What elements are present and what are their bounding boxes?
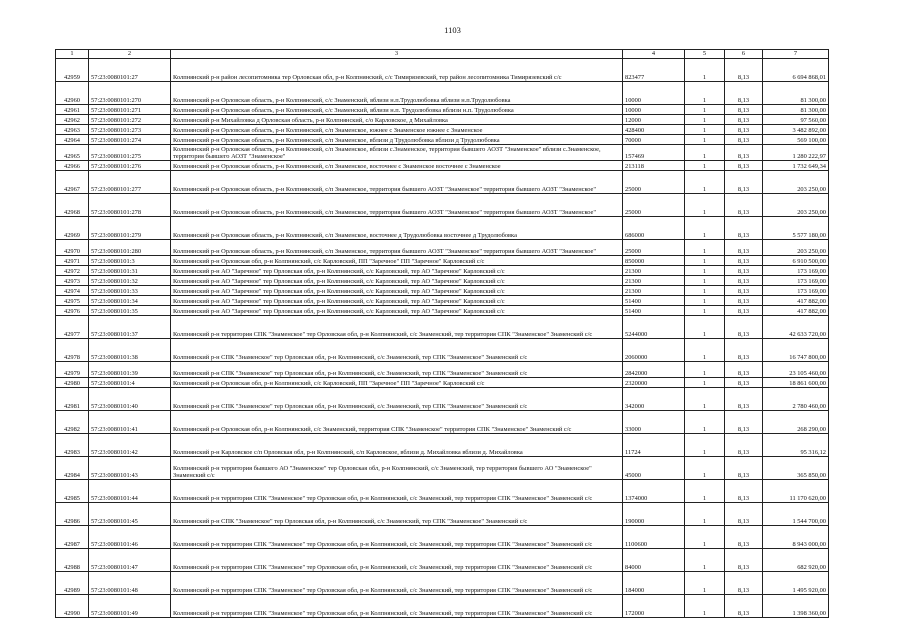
area-value: 686000 xyxy=(623,217,685,240)
location-description: Колпнянский р-н район лесопитомника тер Орловская обл, р-н Колпнянский, с/с Тимирязевский, тер район лесопитомника Тимирязевский с/с xyxy=(171,59,623,82)
table-row xyxy=(56,480,829,503)
table-row xyxy=(56,572,829,595)
table-row xyxy=(56,276,829,286)
area-value: 51400 xyxy=(623,296,685,306)
area-value: 2320000 xyxy=(623,378,685,388)
rate-value: 8,13 xyxy=(725,217,763,240)
area-value: 33000 xyxy=(623,411,685,434)
location-description: Колпнянский р-н Карловское с/п Орловская обл, р-н Колпнянский, с/п Карловское, вблизи д. Михайловка вблизи д. Михайловка xyxy=(171,434,623,457)
cadastral-value: 569 100,00 xyxy=(763,135,829,145)
area-value: 1374000 xyxy=(623,480,685,503)
column-header: 7 xyxy=(763,50,829,59)
coefficient-value: 1 xyxy=(685,276,725,286)
row-number: 42981 xyxy=(56,388,89,411)
table-row xyxy=(56,306,829,316)
table-row xyxy=(56,362,829,378)
table-row xyxy=(56,549,829,572)
cadastral-number: 57:23:0080101:4 xyxy=(89,378,171,388)
area-value: 213118 xyxy=(623,161,685,171)
cadastral-value: 1 495 920,00 xyxy=(763,572,829,595)
location-description: Колпнянский р-н Орловская область, р-н Колпнянский, с/п Знаменское, восточнее с Знаменское восточнее с Знаменское xyxy=(171,161,623,171)
coefficient-value: 1 xyxy=(685,82,725,105)
location-description: Колпнянский р-н территория СПК "Знаменское" тер Орловская обл, р-н Колпнянский, с/с Знаменский, тер территория СПК "Знаменское" Знаменский с/с xyxy=(171,595,623,618)
cadastral-value: 417 882,00 xyxy=(763,306,829,316)
cadastral-number: 57:23:0080101:31 xyxy=(89,266,171,276)
cadastral-number: 57:23:0080101:276 xyxy=(89,161,171,171)
cadastral-number: 57:23:0080101:44 xyxy=(89,480,171,503)
rate-value: 8,13 xyxy=(725,526,763,549)
cadastral-value: 1 280 222,97 xyxy=(763,145,829,161)
cadastral-number: 57:23:0080101:41 xyxy=(89,411,171,434)
cadastral-number: 57:23:0080101:278 xyxy=(89,194,171,217)
row-number: 42964 xyxy=(56,135,89,145)
table-row xyxy=(56,503,829,526)
area-value: 5244000 xyxy=(623,316,685,339)
area-value: 823477 xyxy=(623,59,685,82)
coefficient-value: 1 xyxy=(685,411,725,434)
cadastral-value: 203 250,00 xyxy=(763,194,829,217)
row-number: 42970 xyxy=(56,240,89,256)
coefficient-value: 1 xyxy=(685,161,725,171)
location-description: Колпнянский р-н Орловская область, р-н Колпнянский, с/п Знаменское, восточнее д Трудолюбовка восточнее д Трудолюбовка xyxy=(171,217,623,240)
table-row xyxy=(56,434,829,457)
rate-value: 8,13 xyxy=(725,306,763,316)
area-value: 190000 xyxy=(623,503,685,526)
row-number: 42968 xyxy=(56,194,89,217)
location-description: Колпнянский р-н Орловская область, р-н Колпнянский, с/с Знаменский, вблизи н.п.Трудолюбовка вблизи н.п.Трудолюбовка xyxy=(171,82,623,105)
cadastral-value: 1 732 649,34 xyxy=(763,161,829,171)
cadastral-value: 6 910 500,00 xyxy=(763,256,829,266)
cadastral-value: 97 560,00 xyxy=(763,115,829,125)
area-value: 21300 xyxy=(623,266,685,276)
cadastral-value: 18 861 600,00 xyxy=(763,378,829,388)
row-number: 42969 xyxy=(56,217,89,240)
coefficient-value: 1 xyxy=(685,306,725,316)
location-description: Колпнянский р-н Михайловка д Орловская область, р-н Колпнянский, с/о Карловское, д Михайловка xyxy=(171,115,623,125)
table-row xyxy=(56,595,829,618)
row-number: 42965 xyxy=(56,145,89,161)
cadastral-number: 57:23:0080101:34 xyxy=(89,296,171,306)
rate-value: 8,13 xyxy=(725,105,763,115)
area-value: 70000 xyxy=(623,135,685,145)
coefficient-value: 1 xyxy=(685,362,725,378)
column-header: 6 xyxy=(725,50,763,59)
table-row xyxy=(56,194,829,217)
cadastral-number: 57:23:0080101:3 xyxy=(89,256,171,266)
row-number: 42977 xyxy=(56,316,89,339)
cadastral-value: 42 633 720,00 xyxy=(763,316,829,339)
table-row xyxy=(56,171,829,194)
area-value: 21300 xyxy=(623,286,685,296)
area-value: 25000 xyxy=(623,194,685,217)
cadastral-number: 57:23:0080101:32 xyxy=(89,276,171,286)
area-value: 184000 xyxy=(623,572,685,595)
row-number: 42984 xyxy=(56,457,89,480)
coefficient-value: 1 xyxy=(685,595,725,618)
table-row xyxy=(56,115,829,125)
table-row xyxy=(56,286,829,296)
location-description: Колпнянский р-н СПК "Знаменское" тер Орловская обл, р-н Колпнянский, с/с Знаменский, тер СПК "Знаменское" Знаменский с/с xyxy=(171,503,623,526)
cadastral-number: 57:23:0080101:43 xyxy=(89,457,171,480)
rate-value: 8,13 xyxy=(725,434,763,457)
header-row xyxy=(56,50,829,59)
location-description: Колпнянский р-н Орловская обл, р-н Колпнянский, с/с Знаменский, территория СПК "Знаменское" территория СПК "Знаменское" Знаменский с/с xyxy=(171,411,623,434)
row-number: 42988 xyxy=(56,549,89,572)
cadastral-value: 81 300,00 xyxy=(763,105,829,115)
cadastral-value: 5 577 180,00 xyxy=(763,217,829,240)
location-description: Колпнянский р-н Орловская область, р-н Колпнянский, с/п Знаменское, территория бывшего АОЗТ "Знаменское" территория бывшего АОЗТ "Знаменское" xyxy=(171,171,623,194)
cadastral-number: 57:23:0080101:33 xyxy=(89,286,171,296)
rate-value: 8,13 xyxy=(725,457,763,480)
table-row xyxy=(56,217,829,240)
area-value: 850000 xyxy=(623,256,685,266)
coefficient-value: 1 xyxy=(685,266,725,276)
cadastral-value: 95 316,12 xyxy=(763,434,829,457)
table-row xyxy=(56,145,829,161)
rate-value: 8,13 xyxy=(725,378,763,388)
coefficient-value: 1 xyxy=(685,378,725,388)
rate-value: 8,13 xyxy=(725,266,763,276)
area-value: 2060000 xyxy=(623,339,685,362)
rate-value: 8,13 xyxy=(725,276,763,286)
rate-value: 8,13 xyxy=(725,194,763,217)
row-number: 42986 xyxy=(56,503,89,526)
coefficient-value: 1 xyxy=(685,296,725,306)
location-description: Колпнянский р-н АО "Заречное" тер Орловская обл, р-н Колпнянский, с/с Карловский, тер АО "Заречное" Карловский с/с xyxy=(171,266,623,276)
cadastral-number: 57:23:0080101:46 xyxy=(89,526,171,549)
coefficient-value: 1 xyxy=(685,217,725,240)
coefficient-value: 1 xyxy=(685,549,725,572)
row-number: 42990 xyxy=(56,595,89,618)
row-number: 42973 xyxy=(56,276,89,286)
area-value: 10000 xyxy=(623,105,685,115)
cadastral-value: 23 105 460,00 xyxy=(763,362,829,378)
cadastral-value: 173 169,00 xyxy=(763,276,829,286)
cadastral-value: 173 169,00 xyxy=(763,286,829,296)
table-row xyxy=(56,316,829,339)
location-description: Колпнянский р-н АО "Заречное" тер Орловская обл, р-н Колпнянский, с/с Карловский, тер АО "Заречное" Карловский с/с xyxy=(171,276,623,286)
cadastral-number: 57:23:0080101:279 xyxy=(89,217,171,240)
column-header: 5 xyxy=(685,50,725,59)
table-body xyxy=(56,59,829,618)
coefficient-value: 1 xyxy=(685,256,725,266)
location-description: Колпнянский р-н АО "Заречное" тер Орловская обл, р-н Колпнянский, с/с Карловский, тер АО "Заречное" Карловский с/с xyxy=(171,296,623,306)
table-row xyxy=(56,240,829,256)
cadastral-number: 57:23:0080101:39 xyxy=(89,362,171,378)
row-number: 42975 xyxy=(56,296,89,306)
rate-value: 8,13 xyxy=(725,286,763,296)
area-value: 84000 xyxy=(623,549,685,572)
table-row xyxy=(56,296,829,306)
coefficient-value: 1 xyxy=(685,135,725,145)
coefficient-value: 1 xyxy=(685,105,725,115)
row-number: 42976 xyxy=(56,306,89,316)
row-number: 42980 xyxy=(56,378,89,388)
coefficient-value: 1 xyxy=(685,339,725,362)
rate-value: 8,13 xyxy=(725,503,763,526)
table-row xyxy=(56,82,829,105)
cadastral-value: 2 780 460,00 xyxy=(763,388,829,411)
rate-value: 8,13 xyxy=(725,240,763,256)
location-description: Колпнянский р-н Орловская область, р-н Колпнянский, с/с Знаменский, вблизи н.п. Трудолюбовка вблизи н.п. Трудолюбовка xyxy=(171,105,623,115)
rate-value: 8,13 xyxy=(725,339,763,362)
location-description: Колпнянский р-н Орловская область, р-н Колпнянский, с/п Знаменское, южнее с Знаменское южнее с Знаменское xyxy=(171,125,623,135)
area-value: 172000 xyxy=(623,595,685,618)
location-description: Колпнянский р-н АО "Заречное" тер Орловская обл, р-н Колпнянский, с/с Карловский, тер АО "Заречное" Карловский с/с xyxy=(171,286,623,296)
cadastral-value: 1 544 700,00 xyxy=(763,503,829,526)
area-value: 11724 xyxy=(623,434,685,457)
column-header: 1 xyxy=(56,50,89,59)
coefficient-value: 1 xyxy=(685,503,725,526)
table-row xyxy=(56,256,829,266)
rate-value: 8,13 xyxy=(725,480,763,503)
table-row xyxy=(56,161,829,171)
location-description: Колпнянский р-н территория СПК "Знаменское" тер Орловская обл, р-н Колпнянский, с/с Знаменский, тер территория СПК "Знаменское" Знаменский с/с xyxy=(171,549,623,572)
table-row xyxy=(56,388,829,411)
row-number: 42989 xyxy=(56,572,89,595)
cadastral-number: 57:23:0080101:274 xyxy=(89,135,171,145)
coefficient-value: 1 xyxy=(685,480,725,503)
table-row xyxy=(56,411,829,434)
table-row xyxy=(56,526,829,549)
rate-value: 8,13 xyxy=(725,125,763,135)
rate-value: 8,13 xyxy=(725,135,763,145)
cadastral-number: 57:23:0080101:40 xyxy=(89,388,171,411)
coefficient-value: 1 xyxy=(685,115,725,125)
coefficient-value: 1 xyxy=(685,194,725,217)
cadastral-value: 365 850,00 xyxy=(763,457,829,480)
coefficient-value: 1 xyxy=(685,59,725,82)
table-row xyxy=(56,135,829,145)
location-description: Колпнянский р-н АО "Заречное" тер Орловская обл, р-н Колпнянский, с/с Карловский, тер АО "Заречное" Карловский с/с xyxy=(171,306,623,316)
location-description: Колпнянский р-н территория СПК "Знаменское" тер Орловская обл, р-н Колпнянский, с/с Знаменский, тер территория СПК "Знаменское" Знаменский с/с xyxy=(171,480,623,503)
area-value: 2842000 xyxy=(623,362,685,378)
rate-value: 8,13 xyxy=(725,316,763,339)
cadastral-number: 57:23:0080101:27 xyxy=(89,59,171,82)
row-number: 42971 xyxy=(56,256,89,266)
coefficient-value: 1 xyxy=(685,434,725,457)
rate-value: 8,13 xyxy=(725,161,763,171)
cadastral-number: 57:23:0080101:45 xyxy=(89,503,171,526)
location-description: Колпнянский р-н Орловская обл, р-н Колпнянский, с/с Карловский, ПП "Заречное" ПП "Заречное" Карловский с/с xyxy=(171,378,623,388)
cadastral-value: 1 398 360,00 xyxy=(763,595,829,618)
rate-value: 8,13 xyxy=(725,171,763,194)
row-number: 42987 xyxy=(56,526,89,549)
rate-value: 8,13 xyxy=(725,572,763,595)
cadastral-value: 81 300,00 xyxy=(763,82,829,105)
rate-value: 8,13 xyxy=(725,296,763,306)
row-number: 42963 xyxy=(56,125,89,135)
area-value: 25000 xyxy=(623,240,685,256)
location-description: Колпнянский р-н СПК "Знаменское" тер Орловская обл, р-н Колпнянский, с/с Знаменский, тер СПК "Знаменское" Знаменский с/с xyxy=(171,362,623,378)
coefficient-value: 1 xyxy=(685,572,725,595)
table-row xyxy=(56,266,829,276)
cadastral-value: 6 694 868,01 xyxy=(763,59,829,82)
rate-value: 8,13 xyxy=(725,82,763,105)
area-value: 342000 xyxy=(623,388,685,411)
area-value: 51400 xyxy=(623,306,685,316)
rate-value: 8,13 xyxy=(725,115,763,125)
coefficient-value: 1 xyxy=(685,240,725,256)
table-row xyxy=(56,339,829,362)
coefficient-value: 1 xyxy=(685,286,725,296)
cadastral-number: 57:23:0080101:49 xyxy=(89,595,171,618)
column-header: 3 xyxy=(171,50,623,59)
row-number: 42960 xyxy=(56,82,89,105)
rate-value: 8,13 xyxy=(725,595,763,618)
area-value: 1100600 xyxy=(623,526,685,549)
table-row xyxy=(56,105,829,115)
row-number: 42982 xyxy=(56,411,89,434)
row-number: 42962 xyxy=(56,115,89,125)
cadastral-number: 57:23:0080101:48 xyxy=(89,572,171,595)
cadastral-number: 57:23:0080101:280 xyxy=(89,240,171,256)
coefficient-value: 1 xyxy=(685,316,725,339)
cadastral-value: 173 169,00 xyxy=(763,266,829,276)
location-description: Колпнянский р-н территория СПК "Знаменское" тер Орловская обл, р-н Колпнянский, с/с Знаменский, тер территория СПК "Знаменское" Знаменский с/с xyxy=(171,572,623,595)
page-number: 1103 xyxy=(444,25,461,35)
area-value: 25000 xyxy=(623,171,685,194)
cadastral-value: 417 882,00 xyxy=(763,296,829,306)
rate-value: 8,13 xyxy=(725,549,763,572)
coefficient-value: 1 xyxy=(685,388,725,411)
cadastral-value: 682 920,00 xyxy=(763,549,829,572)
table-row xyxy=(56,125,829,135)
cadastral-number: 57:23:0080101:275 xyxy=(89,145,171,161)
cadastral-value: 268 290,00 xyxy=(763,411,829,434)
cadastral-value: 8 943 000,00 xyxy=(763,526,829,549)
location-description: Колпнянский р-н Орловская область, р-н Колпнянский, с/п Знаменское, территория бывшего АОЗТ "Знаменское" территория бывшего АОЗТ "Знаменское" xyxy=(171,194,623,217)
area-value: 45000 xyxy=(623,457,685,480)
location-description: Колпнянский р-н СПК "Знаменское" тер Орловская обл, р-н Колпнянский, с/с Знаменский, тер СПК "Знаменское" Знаменский с/с xyxy=(171,339,623,362)
rate-value: 8,13 xyxy=(725,145,763,161)
cadastral-number: 57:23:0080101:35 xyxy=(89,306,171,316)
rate-value: 8,13 xyxy=(725,256,763,266)
cadastral-number: 57:23:0080101:42 xyxy=(89,434,171,457)
row-number: 42979 xyxy=(56,362,89,378)
coefficient-value: 1 xyxy=(685,171,725,194)
location-description: Колпнянский р-н СПК "Знаменское" тер Орловская обл, р-н Колпнянский, с/с Знаменский, тер СПК "Знаменское" Знаменский с/с xyxy=(171,388,623,411)
row-number: 42972 xyxy=(56,266,89,276)
cadastral-value: 203 250,00 xyxy=(763,240,829,256)
table-row xyxy=(56,457,829,480)
row-number: 42966 xyxy=(56,161,89,171)
coefficient-value: 1 xyxy=(685,526,725,549)
cadastral-value: 203 250,00 xyxy=(763,171,829,194)
location-description: Колпнянский р-н Орловская обл, р-н Колпнянский, с/с Карловский, ПП "Заречное" ПП "Заречное" Карловский с/с xyxy=(171,256,623,266)
cadastral-value: 11 170 620,00 xyxy=(763,480,829,503)
rate-value: 8,13 xyxy=(725,388,763,411)
location-description: Колпнянский р-н территория СПК "Знаменское" тер Орловская обл, р-н Колпнянский, с/с Знаменский, тер территория СПК "Знаменское" Знаменский с/с xyxy=(171,316,623,339)
row-number: 42978 xyxy=(56,339,89,362)
cadastral-value: 3 482 892,00 xyxy=(763,125,829,135)
table-row xyxy=(56,378,829,388)
location-description: Колпнянский р-н территория бывшего АО "Знаменское" тер Орловская обл, р-н Колпнянский, с/с Знаменский, тер территория бывшего АО "Знаменское" Знаменский с/с xyxy=(171,457,623,480)
row-number: 42967 xyxy=(56,171,89,194)
cadastral-number: 57:23:0080101:277 xyxy=(89,171,171,194)
area-value: 10000 xyxy=(623,82,685,105)
cadastral-number: 57:23:0080101:37 xyxy=(89,316,171,339)
cadastral-number: 57:23:0080101:272 xyxy=(89,115,171,125)
location-description: Колпнянский р-н территория СПК "Знаменское" тер Орловская обл, р-н Колпнянский, с/с Знаменский, тер территория СПК "Знаменское" Знаменский с/с xyxy=(171,526,623,549)
column-header: 4 xyxy=(623,50,685,59)
area-value: 428400 xyxy=(623,125,685,135)
location-description: Колпнянский р-н Орловская область, р-н Колпнянский, с/п Знаменское, территория бывшего АОЗТ "Знаменское" территория бывшего АОЗТ "Знаменское" xyxy=(171,240,623,256)
table-row xyxy=(56,59,829,82)
cadastral-number: 57:23:0080101:270 xyxy=(89,82,171,105)
rate-value: 8,13 xyxy=(725,59,763,82)
coefficient-value: 1 xyxy=(685,457,725,480)
row-number: 42983 xyxy=(56,434,89,457)
area-value: 157469 xyxy=(623,145,685,161)
coefficient-value: 1 xyxy=(685,145,725,161)
cadastral-number: 57:23:0080101:38 xyxy=(89,339,171,362)
land-register-table xyxy=(55,49,829,618)
cadastral-value: 16 747 800,00 xyxy=(763,339,829,362)
location-description: Колпнянский р-н Орловская область, р-н Колпнянский, с/п Знаменское, вблизи с.Знаменское, территория бывшего АОЗТ "Знаменское" вблизи с.Знаменское, территория бывшего АОЗТ "Знаменское" xyxy=(171,145,623,161)
row-number: 42959 xyxy=(56,59,89,82)
column-header: 2 xyxy=(89,50,171,59)
cadastral-number: 57:23:0080101:271 xyxy=(89,105,171,115)
row-number: 42961 xyxy=(56,105,89,115)
area-value: 12000 xyxy=(623,115,685,125)
rate-value: 8,13 xyxy=(725,362,763,378)
rate-value: 8,13 xyxy=(725,411,763,434)
row-number: 42985 xyxy=(56,480,89,503)
cadastral-number: 57:23:0080101:47 xyxy=(89,549,171,572)
location-description: Колпнянский р-н Орловская область, р-н Колпнянский, с/п Знаменское, вблизи д Трудолюбовка вблизи д Трудолюбовка xyxy=(171,135,623,145)
row-number: 42974 xyxy=(56,286,89,296)
area-value: 21300 xyxy=(623,276,685,286)
cadastral-number: 57:23:0080101:273 xyxy=(89,125,171,135)
coefficient-value: 1 xyxy=(685,125,725,135)
